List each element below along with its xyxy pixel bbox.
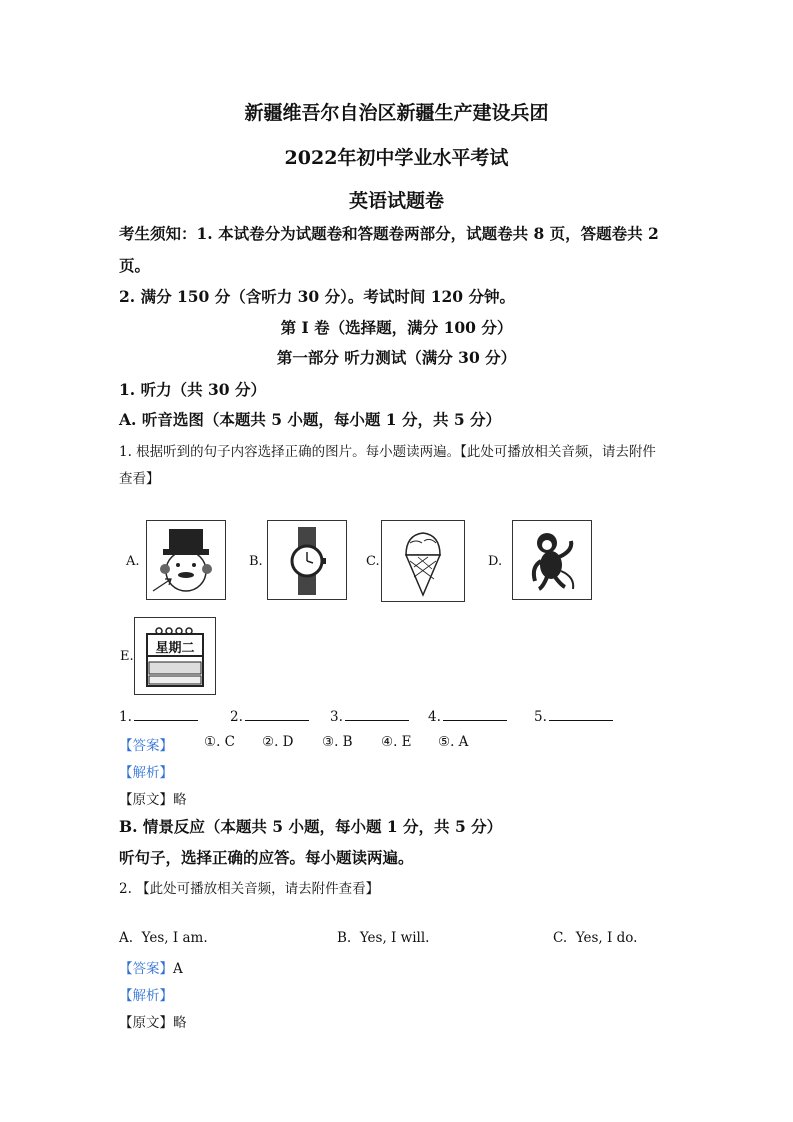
exam-title-line2: 2022年初中学业水平考试: [284, 147, 509, 169]
volume-heading: 第 I 卷（选择题，满分 100 分）: [280, 318, 513, 337]
option-d-label: D.: [488, 554, 503, 569]
option-a-label: A.: [126, 554, 140, 569]
q1-instruction-line2: 查看】: [119, 471, 160, 487]
q1-answer-label: 【答案】: [119, 738, 173, 754]
q2-option-b: B. Yes, I will.: [337, 930, 430, 946]
section-b-instruction: 听句子，选择正确的应答。每小题读两遍。: [119, 848, 414, 867]
watch-icon: [267, 520, 347, 600]
q1-analysis-label: 【解析】: [119, 765, 173, 781]
q2-option-a: A. Yes, I am.: [119, 930, 208, 946]
snowman-icon: [146, 520, 226, 600]
q1-answer-1: ①. C: [204, 734, 236, 750]
ice-cream-icon: [381, 520, 465, 602]
part1-heading: 第一部分 听力测试（满分 30 分）: [276, 348, 517, 367]
q1-original-text: 【原文】略: [119, 792, 187, 808]
q1-instruction-line1: 1. 根据听到的句子内容选择正确的图片。每小题读两遍。【此处可播放相关音频，请去附件: [119, 444, 656, 460]
q2-original-text: 【原文】略: [119, 1015, 187, 1031]
calendar-icon: [134, 617, 216, 695]
monkey-icon: [512, 520, 592, 600]
section-a-heading: A. 听音选图（本题共 5 小题，每小题 1 分，共 5 分）: [119, 410, 502, 429]
blank-3: 3.: [330, 708, 409, 725]
option-b-label: B.: [249, 554, 263, 569]
section-b-heading: B. 情景反应（本题共 5 小题，每小题 1 分，共 5 分）: [119, 817, 503, 836]
exam-title-line3: 英语试题卷: [348, 190, 444, 212]
blank-1: 1.: [119, 708, 198, 725]
option-e-label: E.: [120, 649, 134, 664]
q2-answer: 【答案】A: [119, 961, 183, 977]
exam-title-line1: 新疆维吾尔自治区新疆生产建设兵团: [244, 102, 549, 124]
q1-answer-2: ②. D: [262, 734, 294, 750]
listening-heading: 1. 听力（共 30 分）: [119, 380, 266, 399]
blank-5: 5.: [534, 708, 613, 725]
calendar-text: 星期二: [155, 641, 195, 656]
q1-answer-3: ③. B: [322, 734, 353, 750]
q1-answer-4: ④. E: [381, 734, 412, 750]
q2-option-c: C. Yes, I do.: [553, 930, 638, 946]
blank-2: 2.: [230, 708, 309, 725]
q2-analysis-label: 【解析】: [119, 988, 173, 1004]
notice-line2: 2. 满分 150 分（含听力 30 分）。考试时间 120 分钟。: [119, 287, 515, 306]
blank-4: 4.: [428, 708, 507, 725]
q1-answer-5: ⑤. A: [438, 734, 469, 750]
notice-line1-cont: 页。: [119, 256, 151, 275]
option-c-label: C.: [366, 554, 380, 569]
notice-line1: 考生须知：1. 本试卷分为试题卷和答题卷两部分，试题卷共 8 页，答题卷共 2: [119, 224, 659, 243]
q2-prompt: 2. 【此处可播放相关音频，请去附件查看】: [119, 881, 380, 897]
